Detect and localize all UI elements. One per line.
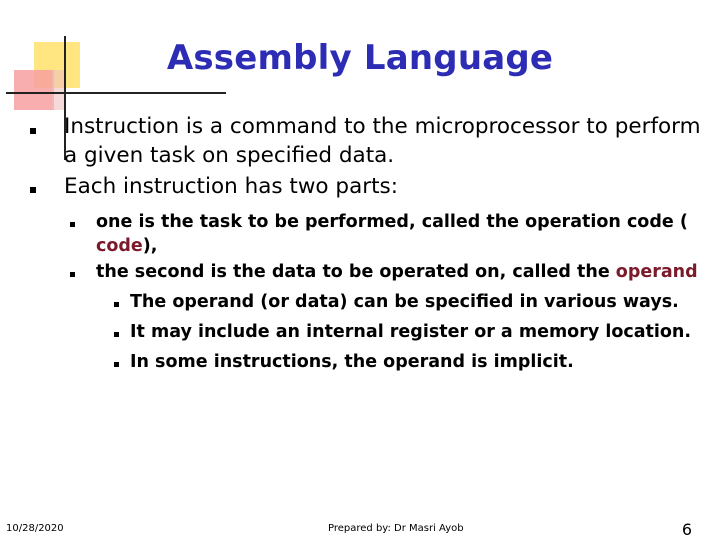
subsub-bullet-3: In some instructions, the operand is implicit. xyxy=(130,352,574,372)
sub-bullet-marker xyxy=(70,222,75,227)
sub-bullet-1-text: one is the task to be performed, called the operation code ( xyxy=(96,212,688,232)
sub-bullet-marker xyxy=(70,272,75,277)
operand-term: operand xyxy=(615,262,698,282)
subsub-bullet-marker xyxy=(114,332,119,337)
sub-bullet-1-line-1 xyxy=(96,212,688,232)
sub-bullet-2 xyxy=(96,262,698,282)
page-number: 6 xyxy=(681,520,692,539)
opcode-term: code xyxy=(96,236,143,256)
footer-date: 10/28/2020 xyxy=(6,523,64,534)
bullet-1-line-2: a given task on specified data. xyxy=(64,143,395,168)
decor-horizontal-line xyxy=(6,92,226,94)
subsub-bullet-marker xyxy=(114,302,119,307)
subsub-bullet-1: The operand (or data) can be specified in various ways. xyxy=(130,292,679,312)
sub-bullet-1-end: ), xyxy=(142,236,158,256)
sub-bullet-2-text: the second is the data to be operated on, called the xyxy=(96,262,616,282)
subsub-bullet-marker xyxy=(114,362,119,367)
bullet-2: Each instruction has two parts: xyxy=(64,174,398,199)
sub-bullet-1-line-2 xyxy=(96,236,157,256)
bullet-marker xyxy=(30,187,36,193)
footer-author: Prepared by: Dr Masri Ayob xyxy=(328,523,464,534)
bullet-1-line-1: Instruction is a command to the microprocessor to perform xyxy=(64,114,701,139)
slide-title: Assembly Language xyxy=(166,38,554,78)
subsub-bullet-2: It may include an internal register or a memory location. xyxy=(130,322,692,342)
bullet-marker xyxy=(30,128,36,134)
